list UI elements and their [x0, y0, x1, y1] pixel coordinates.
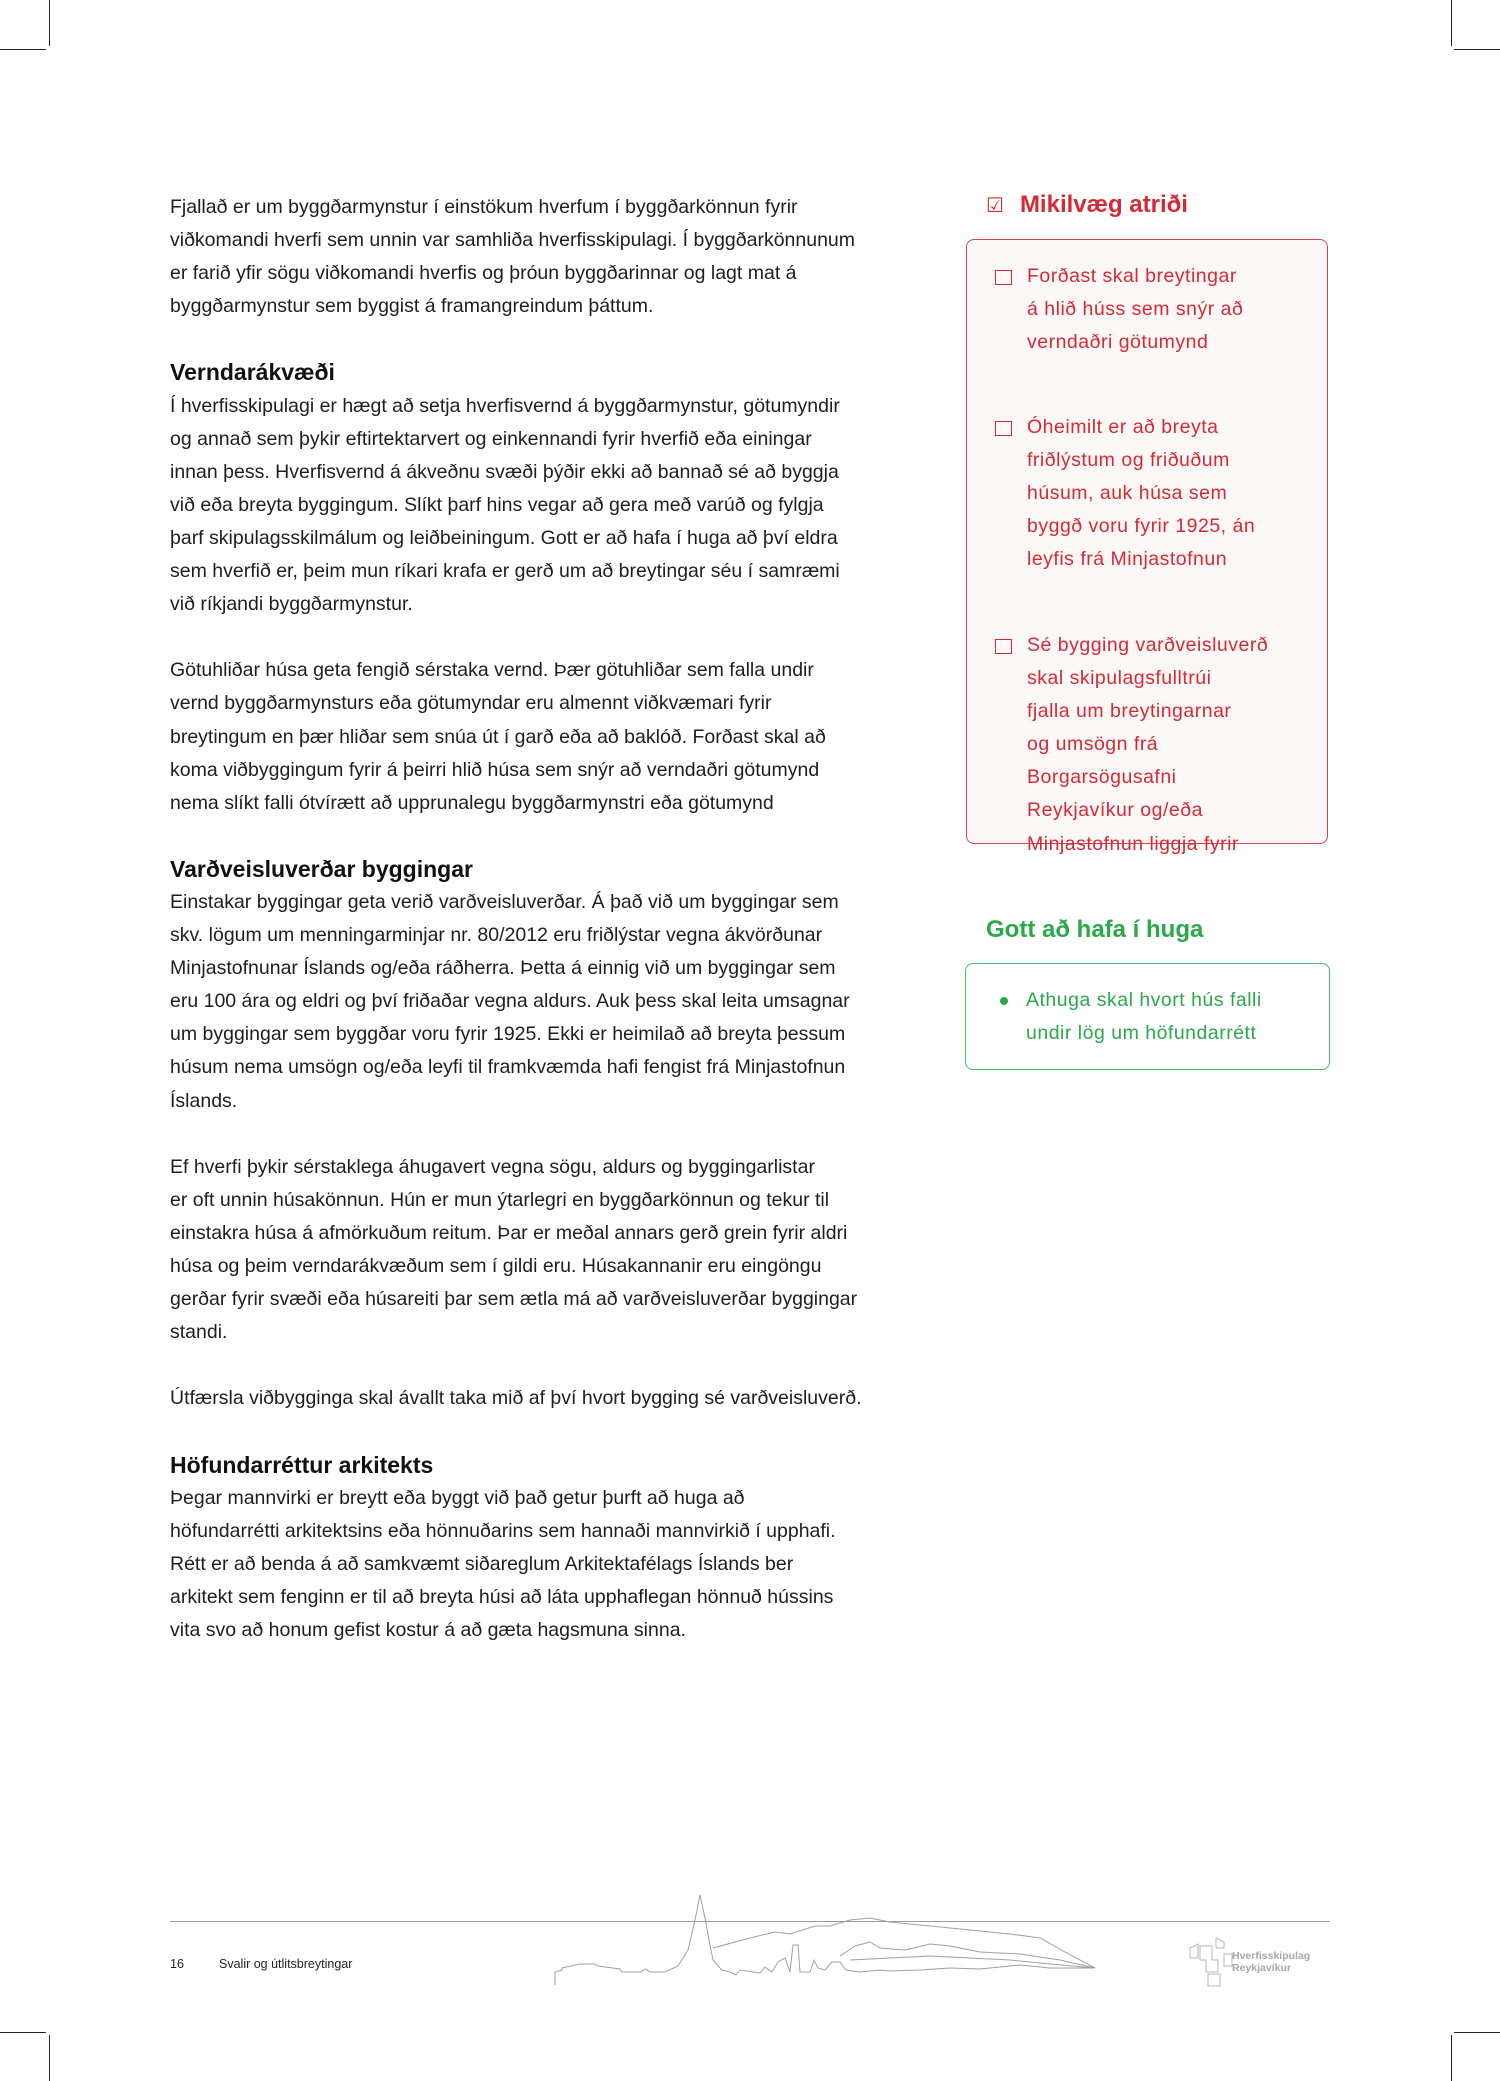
paragraph-line: gerðar fyrir svæði eða húsareiti þar sem ætla má að varðveisluverðar byggingar: [170, 1288, 858, 1311]
crop-mark: [1451, 0, 1452, 46]
important-point-text: [1027, 629, 1268, 861]
paragraph-line: er farið yfir sögu viðkomandi hverfis og þróun byggðarinnar og lagt mat á: [170, 262, 797, 285]
checkbox-icon: [995, 421, 1012, 436]
paragraph-line: viðkomandi hverfi sem unnin var samhliða hverfisskipulagi. Í byggðarkönnunum: [170, 229, 856, 252]
paragraph-line: Rétt er að benda á að samkvæmt siðareglum Arkitektafélags Íslands ber: [170, 1552, 794, 1575]
main-text-column: [170, 191, 950, 1680]
item-line: Óheimilt er að breyta: [1027, 416, 1219, 438]
item-line: Borgarsögusafni: [1027, 766, 1177, 789]
good-to-know-text: [1026, 984, 1262, 1050]
important-points-title: Mikilvæg atriði: [1019, 191, 1188, 218]
item-line: á hlið húss sem snýr að: [1027, 298, 1244, 321]
paragraph-line: Fjallað er um byggðarmynstur í einstökum hverfum í byggðarkönnun fyrir: [170, 196, 798, 218]
body-paragraph: [170, 886, 950, 1118]
paragraph-line: standi.: [170, 1321, 228, 1344]
item-line: skal skipulagsfulltrúi: [1027, 667, 1212, 690]
checkbox-icon: [995, 639, 1012, 654]
crop-mark: [1454, 49, 1500, 50]
crop-mark: [1454, 2032, 1500, 2033]
body-paragraph: [170, 1151, 950, 1350]
paragraph-line: eru 100 ára og eldri og því friðaðar vegna aldurs. Auk þess skal leita umsagnar: [170, 990, 850, 1013]
paragraph-line: skv. lögum um menningarminjar nr. 80/2012 eru friðlýstar vegna ákvörðunar: [170, 924, 823, 947]
footer-section-title: Svalir og útlitsbreytingar: [219, 1957, 353, 1971]
bullet-icon: [1000, 997, 1008, 1005]
paragraph-line: koma viðbyggingum fyrir á þeirri hlið húsa sem snýr að verndaðri götumynd: [170, 758, 820, 781]
paragraph-line: Einstakar byggingar geta verið varðveisluverðar. Á það við um byggingar sem: [170, 890, 839, 913]
paragraph-line: og annað sem þykir eftirtektarvert og einkennandi fyrir hverfið eða einingar: [170, 427, 812, 450]
crop-mark: [49, 2035, 50, 2081]
paragraph-line: Minjastofnunar Íslands og/eða ráðherra. Þetta á einnig við um byggingar sem: [170, 957, 836, 980]
body-paragraph: [170, 654, 950, 819]
paragraph-line: húsa og þeim verndarákvæðum sem í gildi eru. Húsakannanir eru eingöngu: [170, 1255, 822, 1277]
crop-mark: [0, 2032, 46, 2033]
paragraph-line: breytingum en þær hliðar sem snúa út í garð eða að baklóð. Forðast skal að: [170, 725, 826, 748]
paragraph-line: vita svo að honum gefist kostur á að gæta hagsmuna sinna.: [170, 1619, 686, 1642]
crop-mark: [1451, 2035, 1452, 2081]
item-line: fjalla um breytingarnar: [1027, 700, 1232, 723]
checkbox-icon: [995, 270, 1012, 285]
item-line: byggð voru fyrir 1925, án: [1027, 515, 1256, 538]
body-paragraph: [170, 191, 950, 323]
hverfisskipulag-logo-text: [1232, 1950, 1310, 1974]
body-paragraph: [170, 390, 950, 622]
paragraph-line: innan þess. Hverfisvernd á ákveðnu svæði þýðir ekki að bannað sé að byggja: [170, 460, 839, 483]
section-heading: Varðveisluverðar byggingar: [170, 855, 473, 882]
section-heading: Höfundarréttur arkitekts: [170, 1451, 434, 1478]
item-line: og umsögn frá: [1027, 733, 1159, 756]
paragraph-line: byggðarmynstur sem byggist á framangreindum þáttum.: [170, 295, 654, 318]
important-point-item: [995, 629, 1268, 861]
paragraph-line: höfundarrétti arkitektsins eða hönnuðarins sem hannaði mannvirkið í upphafi.: [170, 1519, 836, 1542]
paragraph-line: Ef hverfi þykir sérstaklega áhugavert vegna sögu, aldurs og byggingarlistar: [170, 1155, 815, 1178]
item-line: verndaðri götumynd: [1027, 331, 1209, 354]
paragraph-line: Götuhliðar húsa geta fengið sérstaka vernd. Þær götuhliðar sem falla undir: [170, 659, 814, 682]
item-line: friðlýstum og friðuðum: [1027, 449, 1230, 472]
paragraph-line: Íslands.: [170, 1089, 238, 1112]
paragraph-line: Útfærsla viðbygginga skal ávallt taka mið af því hvort bygging sé varðveisluverð.: [170, 1387, 862, 1410]
paragraph-line: við ríkjandi byggðarmynstur.: [170, 593, 413, 616]
item-line: Minjastofnun liggja fyrir: [1027, 832, 1239, 855]
paragraph-line: er oft unnin húsakönnun. Hún er mun ýtarlegri en byggðarkönnun og tekur til: [170, 1188, 830, 1211]
item-line: leyfis frá Minjastofnun: [1027, 548, 1228, 571]
paragraph-line: vernd byggðarmynsturs eða götumyndar eru almennt viðkvæmari fyrir: [170, 692, 772, 715]
paragraph-line: Þegar mannvirki er breytt eða byggt við það getur þurft að huga að: [170, 1486, 745, 1509]
crop-mark: [0, 49, 46, 50]
crop-mark: [49, 0, 50, 46]
paragraph-line: nema slíkt falli ótvírætt að upprunalegu byggðarmynstri eða götumynd: [170, 791, 774, 814]
important-points-box: [966, 239, 1328, 855]
good-to-know-heading: Gott að hafa í huga: [986, 916, 1204, 943]
checked-box-icon: ☑: [986, 195, 1004, 217]
paragraph-line: húsum nema umsögn og/eða leyfi til framkvæmda hafi fengist frá Minjastofnun: [170, 1056, 846, 1079]
section-heading: Verndarákvæði: [170, 359, 335, 386]
page-number: 16: [170, 1957, 184, 1971]
good-to-know-item: [994, 984, 1262, 1050]
body-paragraph: [170, 1382, 950, 1415]
item-line: Athuga skal hvort hús falli: [1026, 989, 1262, 1011]
paragraph-line: þarf skipulagsskilmálum og leiðbeiningum. Gott er að hafa í huga að því eldra: [170, 526, 838, 549]
item-line: undir lög um höfundarrétt: [1026, 1022, 1257, 1045]
paragraph-line: Í hverfisskipulagi er hægt að setja hverfisvernd á byggðarmynstur, götumyndir: [170, 394, 840, 417]
item-line: húsum, auk húsa sem: [1027, 482, 1228, 505]
paragraph-line: um byggingar sem byggðar voru fyrir 1925. Ekki er heimilað að breyta þessum: [170, 1023, 846, 1046]
important-point-text: [1027, 260, 1243, 359]
paragraph-line: við eða breyta byggingum. Slíkt þarf hins vegar að gera með varúð og fylgja: [170, 493, 824, 516]
item-line: Reykjavíkur og/eða: [1027, 799, 1203, 822]
important-point-item: [995, 260, 1243, 359]
body-paragraph: [170, 1482, 950, 1647]
paragraph-line: arkitekt sem fenginn er til að breyta húsi að láta upphaflegan hönnuð hússins: [170, 1585, 834, 1608]
logo-line-2: Reykjavíkur: [1232, 1962, 1291, 1974]
item-line: Forðast skal breytingar: [1027, 265, 1237, 287]
hverfisskipulag-logo-icon: [1188, 1936, 1236, 1988]
logo-line-1: Hverfisskipulag: [1232, 1950, 1311, 1962]
paragraph-line: einstakra húsa á afmörkuðum reitum. Þar er meðal annars gerð grein fyrir aldri: [170, 1221, 848, 1244]
important-point-text: [1027, 411, 1255, 576]
important-points-heading: [986, 191, 1188, 219]
item-line: Sé bygging varðveisluverð: [1027, 634, 1269, 656]
important-point-item: [995, 411, 1255, 576]
paragraph-line: sem hverfið er, þeim mun ríkari krafa er gerð um að breytingar séu í samræmi: [170, 560, 840, 583]
good-to-know-box: [965, 963, 1330, 1070]
reykjavik-skyline-illustration: [550, 1890, 1135, 1990]
